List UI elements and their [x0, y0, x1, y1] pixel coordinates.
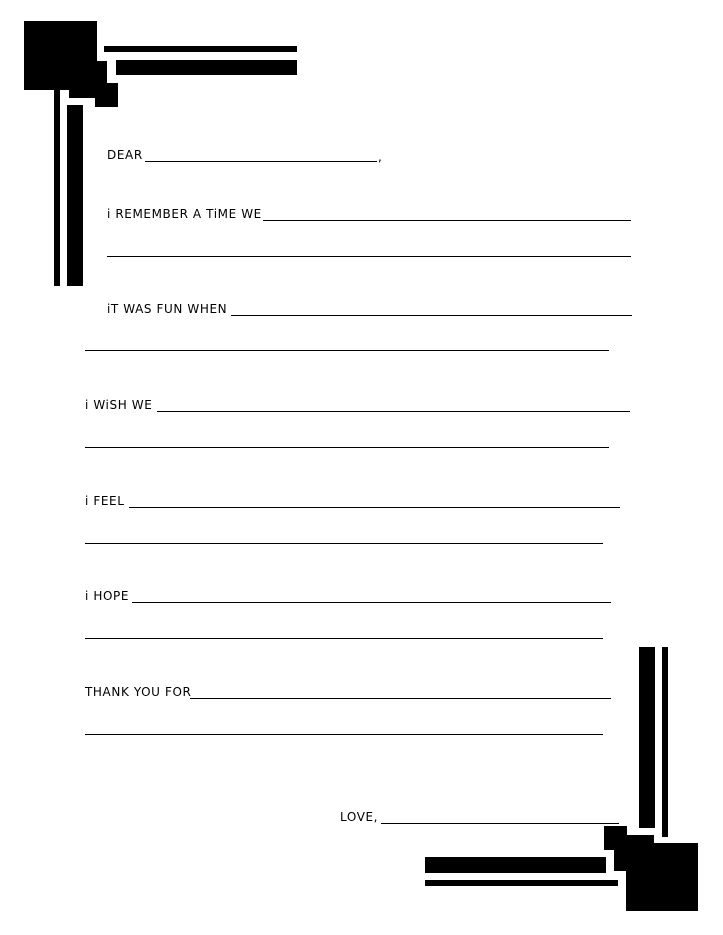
recipient-name-field[interactable]: [145, 161, 377, 162]
feel-prompt-label: i FEEL: [85, 494, 125, 508]
remember-prompt-label: i REMEMBER A TiME WE: [107, 207, 262, 221]
corner-square-small: [604, 826, 627, 850]
wish-answer-line-1[interactable]: [157, 411, 630, 412]
closing-label: LOVE,: [340, 810, 379, 824]
greeting-comma: ,: [378, 150, 383, 164]
wish-prompt-label: i WiSH WE: [85, 398, 153, 412]
corner-square-small: [95, 83, 118, 107]
fun-prompt-label: iT WAS FUN WHEN: [107, 302, 228, 316]
hope-answer-line-2[interactable]: [85, 638, 603, 639]
thanks-answer-line-1[interactable]: [190, 698, 611, 699]
feel-answer-line-1[interactable]: [129, 507, 620, 508]
hope-prompt-label: i HOPE: [85, 589, 130, 603]
hope-answer-line-1[interactable]: [132, 602, 611, 603]
thanks-answer-line-2[interactable]: [85, 734, 603, 735]
corner-bar-horizontal-thick: [425, 857, 606, 873]
corner-bar-vertical-thin: [662, 647, 668, 837]
corner-bar-vertical-thick: [639, 647, 655, 828]
fun-answer-line-2[interactable]: [85, 350, 609, 351]
corner-bar-horizontal-thick: [116, 60, 297, 75]
greeting-label: DEAR: [107, 148, 143, 162]
corner-bar-horizontal-thin: [425, 880, 618, 886]
thanks-prompt-label: THANK YOU FOR: [85, 685, 192, 699]
corner-bar-horizontal-thin: [104, 46, 297, 52]
wish-answer-line-2[interactable]: [85, 447, 609, 448]
remember-answer-line-1[interactable]: [263, 220, 631, 221]
corner-bar-vertical-thin: [54, 65, 60, 286]
remember-answer-line-2[interactable]: [107, 256, 631, 257]
corner-bar-vertical-thick: [67, 105, 83, 286]
feel-answer-line-2[interactable]: [85, 543, 603, 544]
fun-answer-line-1[interactable]: [231, 315, 632, 316]
signature-field[interactable]: [381, 823, 619, 824]
